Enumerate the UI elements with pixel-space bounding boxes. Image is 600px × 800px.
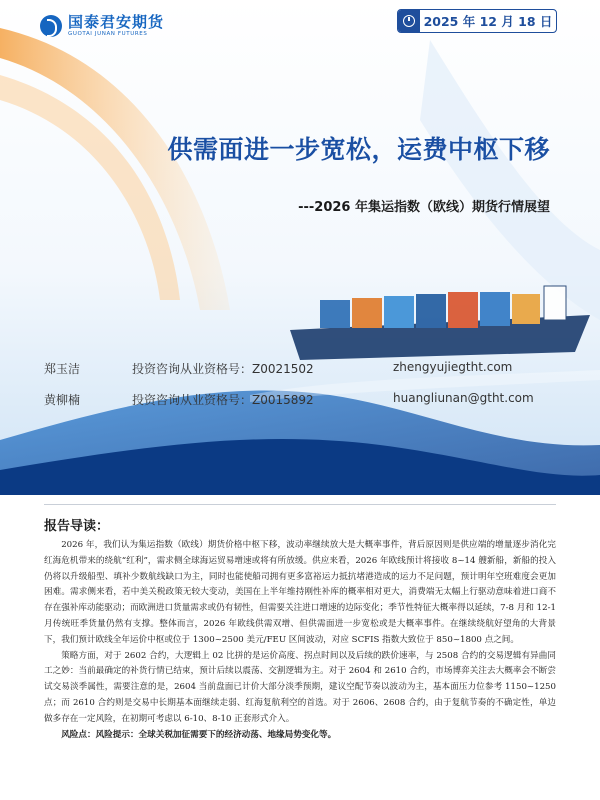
logo-name-cn: 国泰君安期货 — [68, 13, 165, 31]
section-divider — [44, 504, 556, 505]
author-cert: 投资咨询从业资格号：Z0021502 — [132, 362, 314, 376]
report-title: 供需面进一步宽松，运费中枢下移 — [167, 135, 550, 164]
author-cert: 投资咨询从业资格号：Z0015892 — [132, 393, 314, 407]
guide-heading: 报告导读： — [44, 519, 110, 534]
author-row — [44, 391, 564, 409]
report-date-box — [397, 9, 557, 33]
report-date: 2025 年 12 月 18 日 — [423, 14, 553, 29]
risk-note: 风险点：风险提示：全球关税加征需要下的经济动荡、地缘局势变化等。 — [61, 729, 337, 740]
company-logo — [40, 14, 164, 38]
logo-mark-icon — [40, 15, 62, 37]
author-name: 黄柳楠 — [44, 393, 81, 407]
report-subtitle: ---2026 年集运指数（欧线）期货行情展望 — [298, 200, 550, 215]
author-name: 郑玉洁 — [44, 362, 81, 376]
report-summary — [44, 538, 556, 743]
author-row — [44, 360, 564, 378]
summary-paragraph: 策略方面，对于 2602 合约，大逻辑上 02 比拼的是运价高度、拐点时间以及后续的跌价速率，与 2508 合约的交易逻辑有异曲同工之妙：当前最确定的补货行情已结束，预计后续以震荡、交割逻辑为主。对于 2604 和 2610 合约，市场博弈关注去大概率会不断尝试交易淡季属性，需要注意的是，2604 当前盘面已计价大部分淡季预期，建议空配节奏以波动为主，基本面压力位参考 1150~1250 点；而 2610 合约则是交易中长期基本面继续走弱、红海复航利空的首选。对于 2606、2608 合约，由于复航节奏的不确定性，单边做多存在一定风险，在初期可考虑以 6-10、8-10 正套形式介入。 — [44, 650, 556, 724]
logo-name-en: GUOTAI JUNAN FUTURES — [68, 31, 148, 37]
author-email[interactable]: huangliunan@gtht.com — [393, 391, 534, 405]
summary-paragraph: 2026 年，我们认为集运指数（欧线）期货价格中枢下移，波动率继续放大是大概率事件，背后原因则是供应端的增量逐步消化完红海危机带来的绕航“红利”，需求侧全球海运贸易增速或将有所放缓。供应来看，2026 年欧线预计将接收 8~14 艘新船，新船的投入仍将以升级船型、填补少数航线缺口为主，同时也能使船司拥有更多富裕运力抵抗堵港造成的运力不足问题，预计明年空班难度会更加困难。需求侧来看，若中美关税政策无较大变动，美国在上半年维持刚性补库的概率相对更大，消费端无太幅上行驱动意味着进口商不存在强补库动能驱动；而欧洲进口货量需求或仍有韧性，但需要关注进口增速的边际变化；季节性特征大概率得以延续，7-8 月和 12-1 月传统旺季货量仍然有支撑。整体而言，2026 年欧线供需双增、但供需面进一步宽松或是大概率事件。在继续绕航好望角的大背景下，我们预计欧线全年运价中枢或位于 1300~2500 美元/FEU 区间波动，对应 SCFIS 指数大致位于 850~1800 点之间。 — [44, 540, 556, 645]
clock-icon — [398, 10, 420, 32]
author-email[interactable]: zhengyujiegtht.com — [393, 360, 513, 374]
